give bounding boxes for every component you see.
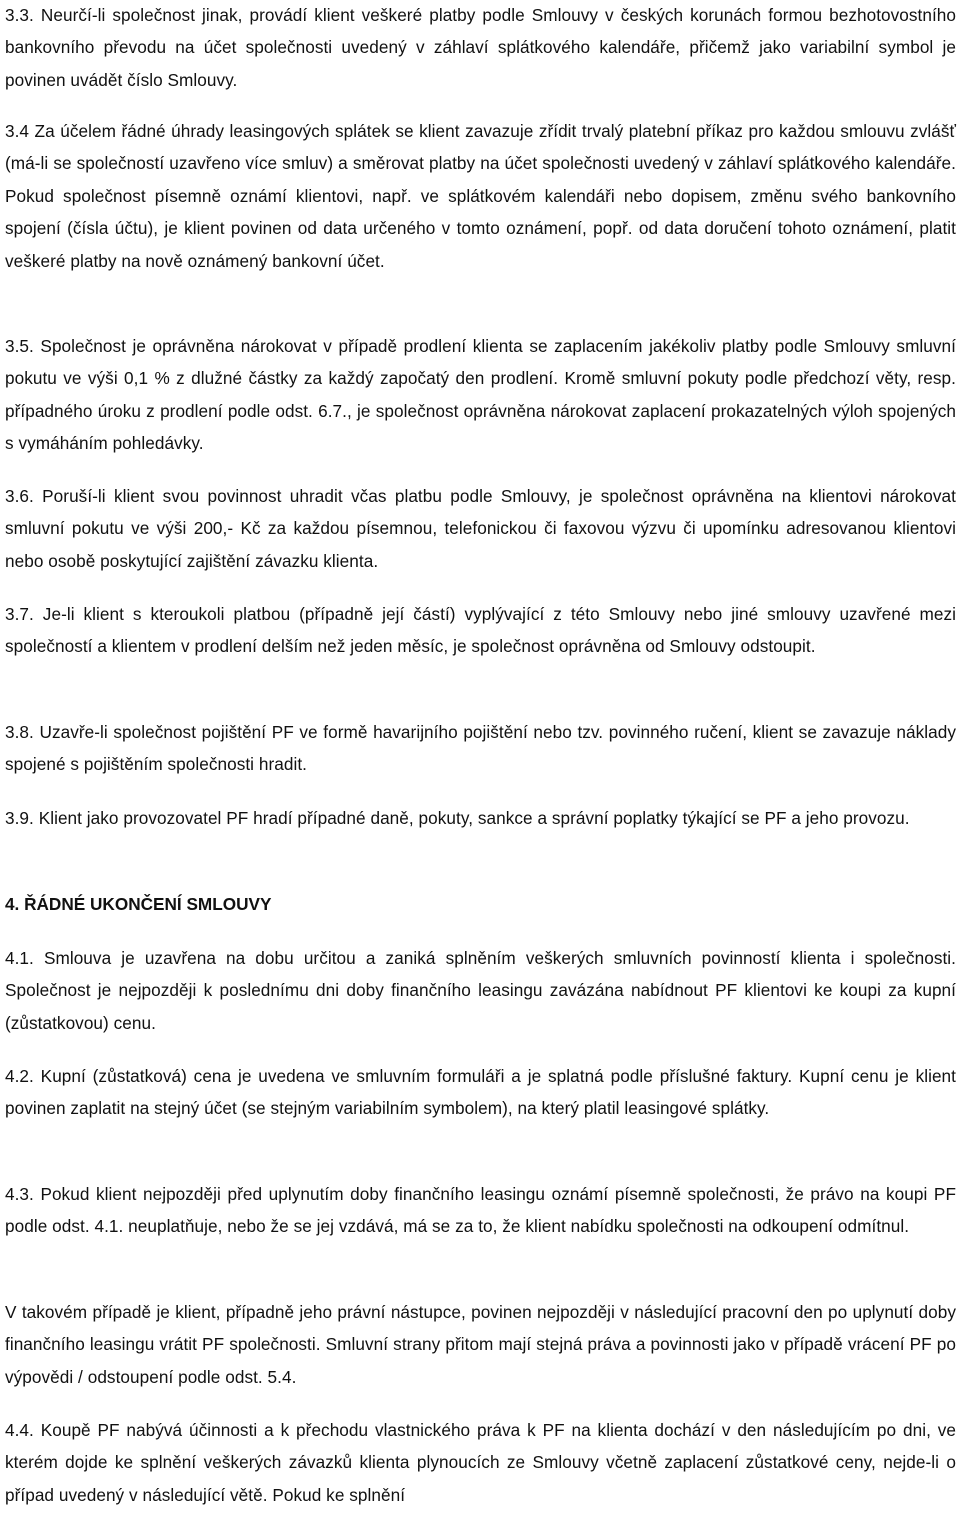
paragraph-4-3: 4.3. Pokud klient nejpozději před uplynutím doby finančního leasingu oznámí písemně společnosti, že právo na koupi PF podle odst. 4.1. neuplatňuje, nebo že se jej vzdává, má se za to, že klient nabídku společnosti na odkoupení odmítnul. <box>5 1184 956 1237</box>
paragraph-4-4-clip <box>5 1414 956 1511</box>
paragraph-4-1: 4.1. Smlouva je uzavřena na dobu určitou a zaniká splněním veškerých smluvních povinností klienta i společnosti. Společnost je nejpozději k poslednímu dni doby finančního leasingu zavázána nabídnout PF klientovi ke koupi za kupní (zůstatkovou) cenu. <box>5 948 956 1033</box>
paragraph-3-5: 3.5. Společnost je oprávněna nárokovat v případě prodlení klienta se zaplacením jakékoliv platby podle Smlouvy smluvní pokutu ve výši 0,1 % z dlužné částky za každý započatý den prodlení. Kromě smluvní pokuty podle předchozí věty, resp. případného úroku z prodlení podle odst. 6.7., je společnost oprávněna nárokovat zaplacení prokazatelných výloh spojených s vymáháním pohledávky. <box>5 336 956 454</box>
paragraph-3-6: 3.6. Poruší-li klient svou povinnost uhradit včas platbu podle Smlouvy, je společnost oprávněna na klientovi nárokovat smluvní pokutu ve výši 200,- Kč za každou písemnou, telefonickou či faxovou výzvu či upomínku adresovanou klientovi nebo osobě poskytující zajištění závazku klienta. <box>5 486 956 571</box>
section-heading-4: 4. ŘÁDNÉ UKONČENÍ SMLOUVY <box>5 894 272 914</box>
paragraph-3-7: 3.7. Je-li klient s kteroukoli platbou (případně její částí) vyplývající z této Smlouvy nebo jiné smlouvy uzavřené mezi společností a klientem v prodlení delším než jeden měsíc, je společnost oprávněna od Smlouvy odstoupit. <box>5 604 956 657</box>
paragraph-4-3-continuation: V takovém případě je klient, případně jeho právní nástupce, povinen nejpozději v následující pracovní den po uplynutí doby finančního leasingu vrátit PF společnosti. Smluvní strany přitom mají stejná práva a povinnosti jako v případě vrácení PF po výpovědi / odstoupení podle odst. 5.4. <box>5 1302 956 1387</box>
paragraph-3-4: 3.4 Za účelem řádné úhrady leasingových splátek se klient zavazuje zřídit trvalý platební příkaz pro každou smlouvu zvlášť (má-li se společností uzavřeno více smluv) a směrovat platby na účet společnosti uvedený v záhlaví splátkového kalendáře. Pokud společnost písemně oznámí klientovi, např. ve splátkovém kalendáři nebo dopisem, změnu svého bankovního spojení (čísla účtu), je klient povinen od data určeného v tomto oznámení, popř. od data doručení tohoto oznámení, platit veškeré platby na nově oznámený bankovní účet. <box>5 121 956 271</box>
paragraph-4-4: 4.4. Koupě PF nabývá účinnosti a k přechodu vlastnického práva k PF na klienta dochází v den následujícím po dni, ve kterém dojde ke splnění veškerých závazků klienta plynoucích ze Smlouvy včetně zaplacení zůstatkové ceny, nejde-li o případ uvedený v následující větě. Pokud ke splnění <box>5 1420 956 1505</box>
paragraph-4-2: 4.2. Kupní (zůstatková) cena je uvedena ve smluvním formuláři a je splatná podle příslušné faktury. Kupní cenu je klient povinen zaplatit na stejný účet (se stejným variabilním symbolem), na který platil leasingové splátky. <box>5 1066 956 1119</box>
paragraph-3-8: 3.8. Uzavře-li společnost pojištění PF ve formě havarijního pojištění nebo tzv. povinného ručení, klient se zavazuje náklady spojené s pojištěním společnosti hradit. <box>5 722 956 775</box>
paragraph-3-3: 3.3. Neurčí-li společnost jinak, provádí klient veškeré platby podle Smlouvy v českých korunách formou bezhotovostního bankovního převodu na účet společnosti uvedený v záhlaví splátkového kalendáře, přičemž jako variabilní symbol je povinen uvádět číslo Smlouvy. <box>5 5 956 90</box>
paragraph-3-9: 3.9. Klient jako provozovatel PF hradí případné daně, pokuty, sankce a správní poplatky týkající se PF a jeho provozu. <box>5 808 910 828</box>
